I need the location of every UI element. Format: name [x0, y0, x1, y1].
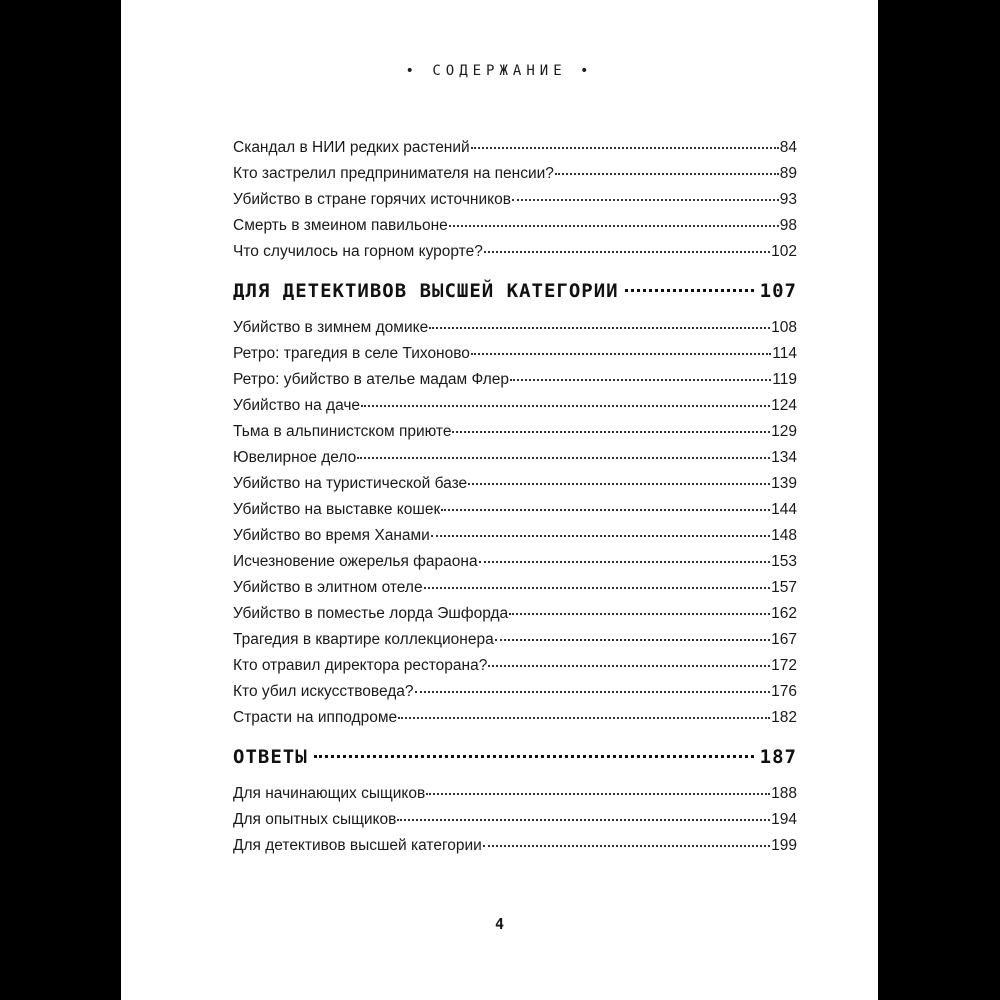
section-page: 107	[759, 280, 797, 302]
toc-section-heading[interactable]	[233, 737, 797, 777]
dot-leader	[424, 586, 771, 589]
page-number: 4	[494, 915, 505, 933]
toc-entry[interactable]	[233, 833, 797, 859]
toc-entry-title: Кто убил искусствоведа?	[233, 683, 414, 700]
toc-entry-page: 148	[771, 527, 797, 544]
toc-entry[interactable]	[233, 419, 797, 445]
toc-entry[interactable]	[233, 705, 797, 731]
toc-entry-title: Смерть в змеином павильоне	[233, 217, 448, 234]
toc-entry[interactable]	[233, 341, 797, 367]
toc-entry-page: 157	[771, 579, 797, 596]
toc-entry-page: 89	[779, 165, 797, 182]
toc-entry-page: 119	[772, 371, 797, 388]
toc-entry[interactable]	[233, 549, 797, 575]
dot-leader	[397, 818, 770, 821]
toc-entry[interactable]	[233, 135, 797, 161]
dot-leader	[479, 560, 771, 563]
toc-entry-title: Что случилось на горном курорте?	[233, 243, 483, 260]
toc-entry[interactable]	[233, 807, 797, 833]
dot-leader	[415, 690, 771, 693]
dot-leader	[471, 146, 779, 149]
toc-entry-title: Трагедия в квартире коллекционера	[233, 631, 494, 648]
toc-entry[interactable]	[233, 445, 797, 471]
toc-entry-page: 199	[771, 837, 797, 854]
dot-leader	[625, 288, 754, 292]
dot-leader	[483, 844, 770, 847]
toc-entry[interactable]	[233, 497, 797, 523]
dot-leader	[510, 378, 771, 381]
toc-entry-page: 124	[771, 397, 797, 414]
section-page: 187	[759, 746, 797, 768]
toc-entry-title: Убийство на туристической базе	[233, 475, 468, 492]
toc-entry[interactable]	[233, 601, 797, 627]
toc-entry[interactable]	[233, 161, 797, 187]
toc-entry-title: Убийство в зимнем домике	[233, 319, 429, 336]
dot-leader	[426, 792, 770, 795]
toc-entry-title: Исчезновение ожерелья фараона	[233, 553, 478, 570]
dot-leader	[431, 534, 770, 537]
dot-leader	[488, 664, 770, 667]
toc-entry[interactable]	[233, 523, 797, 549]
toc-entry-page: 176	[771, 683, 797, 700]
toc-entry-page: 188	[771, 785, 797, 802]
toc-entry-title: Для начинающих сыщиков	[233, 785, 426, 802]
toc-entry-title: Ретро: убийство в ателье мадам Флер	[233, 371, 510, 388]
toc-entry[interactable]	[233, 315, 797, 341]
toc-entry-page: 84	[779, 139, 797, 156]
dot-leader	[429, 326, 770, 329]
toc-entry-title: Страсти на ипподроме	[233, 709, 398, 726]
toc-entry-title: Убийство в поместье лорда Эшфорда	[233, 605, 509, 622]
toc-entry-title: Тьма в альпинистском приюте	[233, 423, 452, 440]
dot-leader	[495, 638, 770, 641]
toc-entry-title: Для детективов высшей категории	[233, 837, 482, 854]
toc-entry-title: Ювелирное дело	[233, 449, 357, 466]
dot-leader	[555, 172, 779, 175]
toc-entry[interactable]	[233, 781, 797, 807]
dot-leader	[484, 250, 770, 253]
section-title: ДЛЯ ДЕТЕКТИВОВ ВЫСШЕЙ КАТЕГОРИИ	[233, 280, 619, 302]
toc-entry-title: Кто застрелил предпринимателя на пенсии?	[233, 165, 554, 182]
toc-entry[interactable]	[233, 367, 797, 393]
toc-entry-page: 114	[772, 345, 797, 362]
toc-entry-title: Убийство на выставке кошек	[233, 501, 441, 518]
toc-entry-page: 139	[771, 475, 797, 492]
toc-entry-page: 167	[771, 631, 797, 648]
toc-entry-page: 172	[771, 657, 797, 674]
toc-entry-page: 98	[779, 217, 797, 234]
toc-entry-page: 144	[771, 501, 797, 518]
dot-leader	[512, 198, 779, 201]
dot-leader	[449, 224, 779, 227]
toc-entry[interactable]	[233, 627, 797, 653]
toc-entry-title: Для опытных сыщиков	[233, 811, 397, 828]
dot-leader	[509, 612, 770, 615]
dot-leader	[357, 456, 770, 459]
toc-entry[interactable]	[233, 393, 797, 419]
toc-entry[interactable]	[233, 187, 797, 213]
toc-entry[interactable]	[233, 239, 797, 265]
toc-entry-title: Ретро: трагедия в селе Тихоново	[233, 345, 470, 362]
toc-entry-title: Убийство в стране горячих источников	[233, 191, 511, 208]
dot-leader	[468, 482, 770, 485]
toc-entry-title: Убийство в элитном отеле	[233, 579, 423, 596]
book-page	[121, 0, 878, 1000]
dot-leader	[471, 352, 771, 355]
toc-entry[interactable]	[233, 653, 797, 679]
toc-entry[interactable]	[233, 471, 797, 497]
toc-entry-page: 93	[779, 191, 797, 208]
toc-entry-title: Убийство во время Ханами	[233, 527, 430, 544]
toc-entry-page: 134	[771, 449, 797, 466]
toc-entry-page: 108	[771, 319, 797, 336]
toc-entry-title: Кто отравил директора ресторана?	[233, 657, 488, 674]
dot-leader	[441, 508, 770, 511]
toc-entry-page: 182	[771, 709, 797, 726]
toc-entry-page: 162	[771, 605, 797, 622]
toc-section-heading[interactable]	[233, 271, 797, 311]
dot-leader	[314, 754, 754, 758]
dot-leader	[398, 716, 770, 719]
dot-leader	[452, 430, 770, 433]
page-header: • СОДЕРЖАНИЕ •	[405, 63, 594, 79]
toc-entry-page: 129	[771, 423, 797, 440]
toc-entry[interactable]	[233, 679, 797, 705]
toc-entry-page: 153	[771, 553, 797, 570]
toc-entry-page: 194	[771, 811, 797, 828]
dot-leader	[361, 404, 770, 407]
toc-entry-title: Убийство на даче	[233, 397, 361, 414]
toc-entry-title: Скандал в НИИ редких растений	[233, 139, 470, 156]
toc-entry[interactable]	[233, 213, 797, 239]
section-title: ОТВЕТЫ	[233, 746, 308, 768]
table-of-contents	[233, 135, 797, 859]
toc-entry[interactable]	[233, 575, 797, 601]
toc-entry-page: 102	[771, 243, 797, 260]
